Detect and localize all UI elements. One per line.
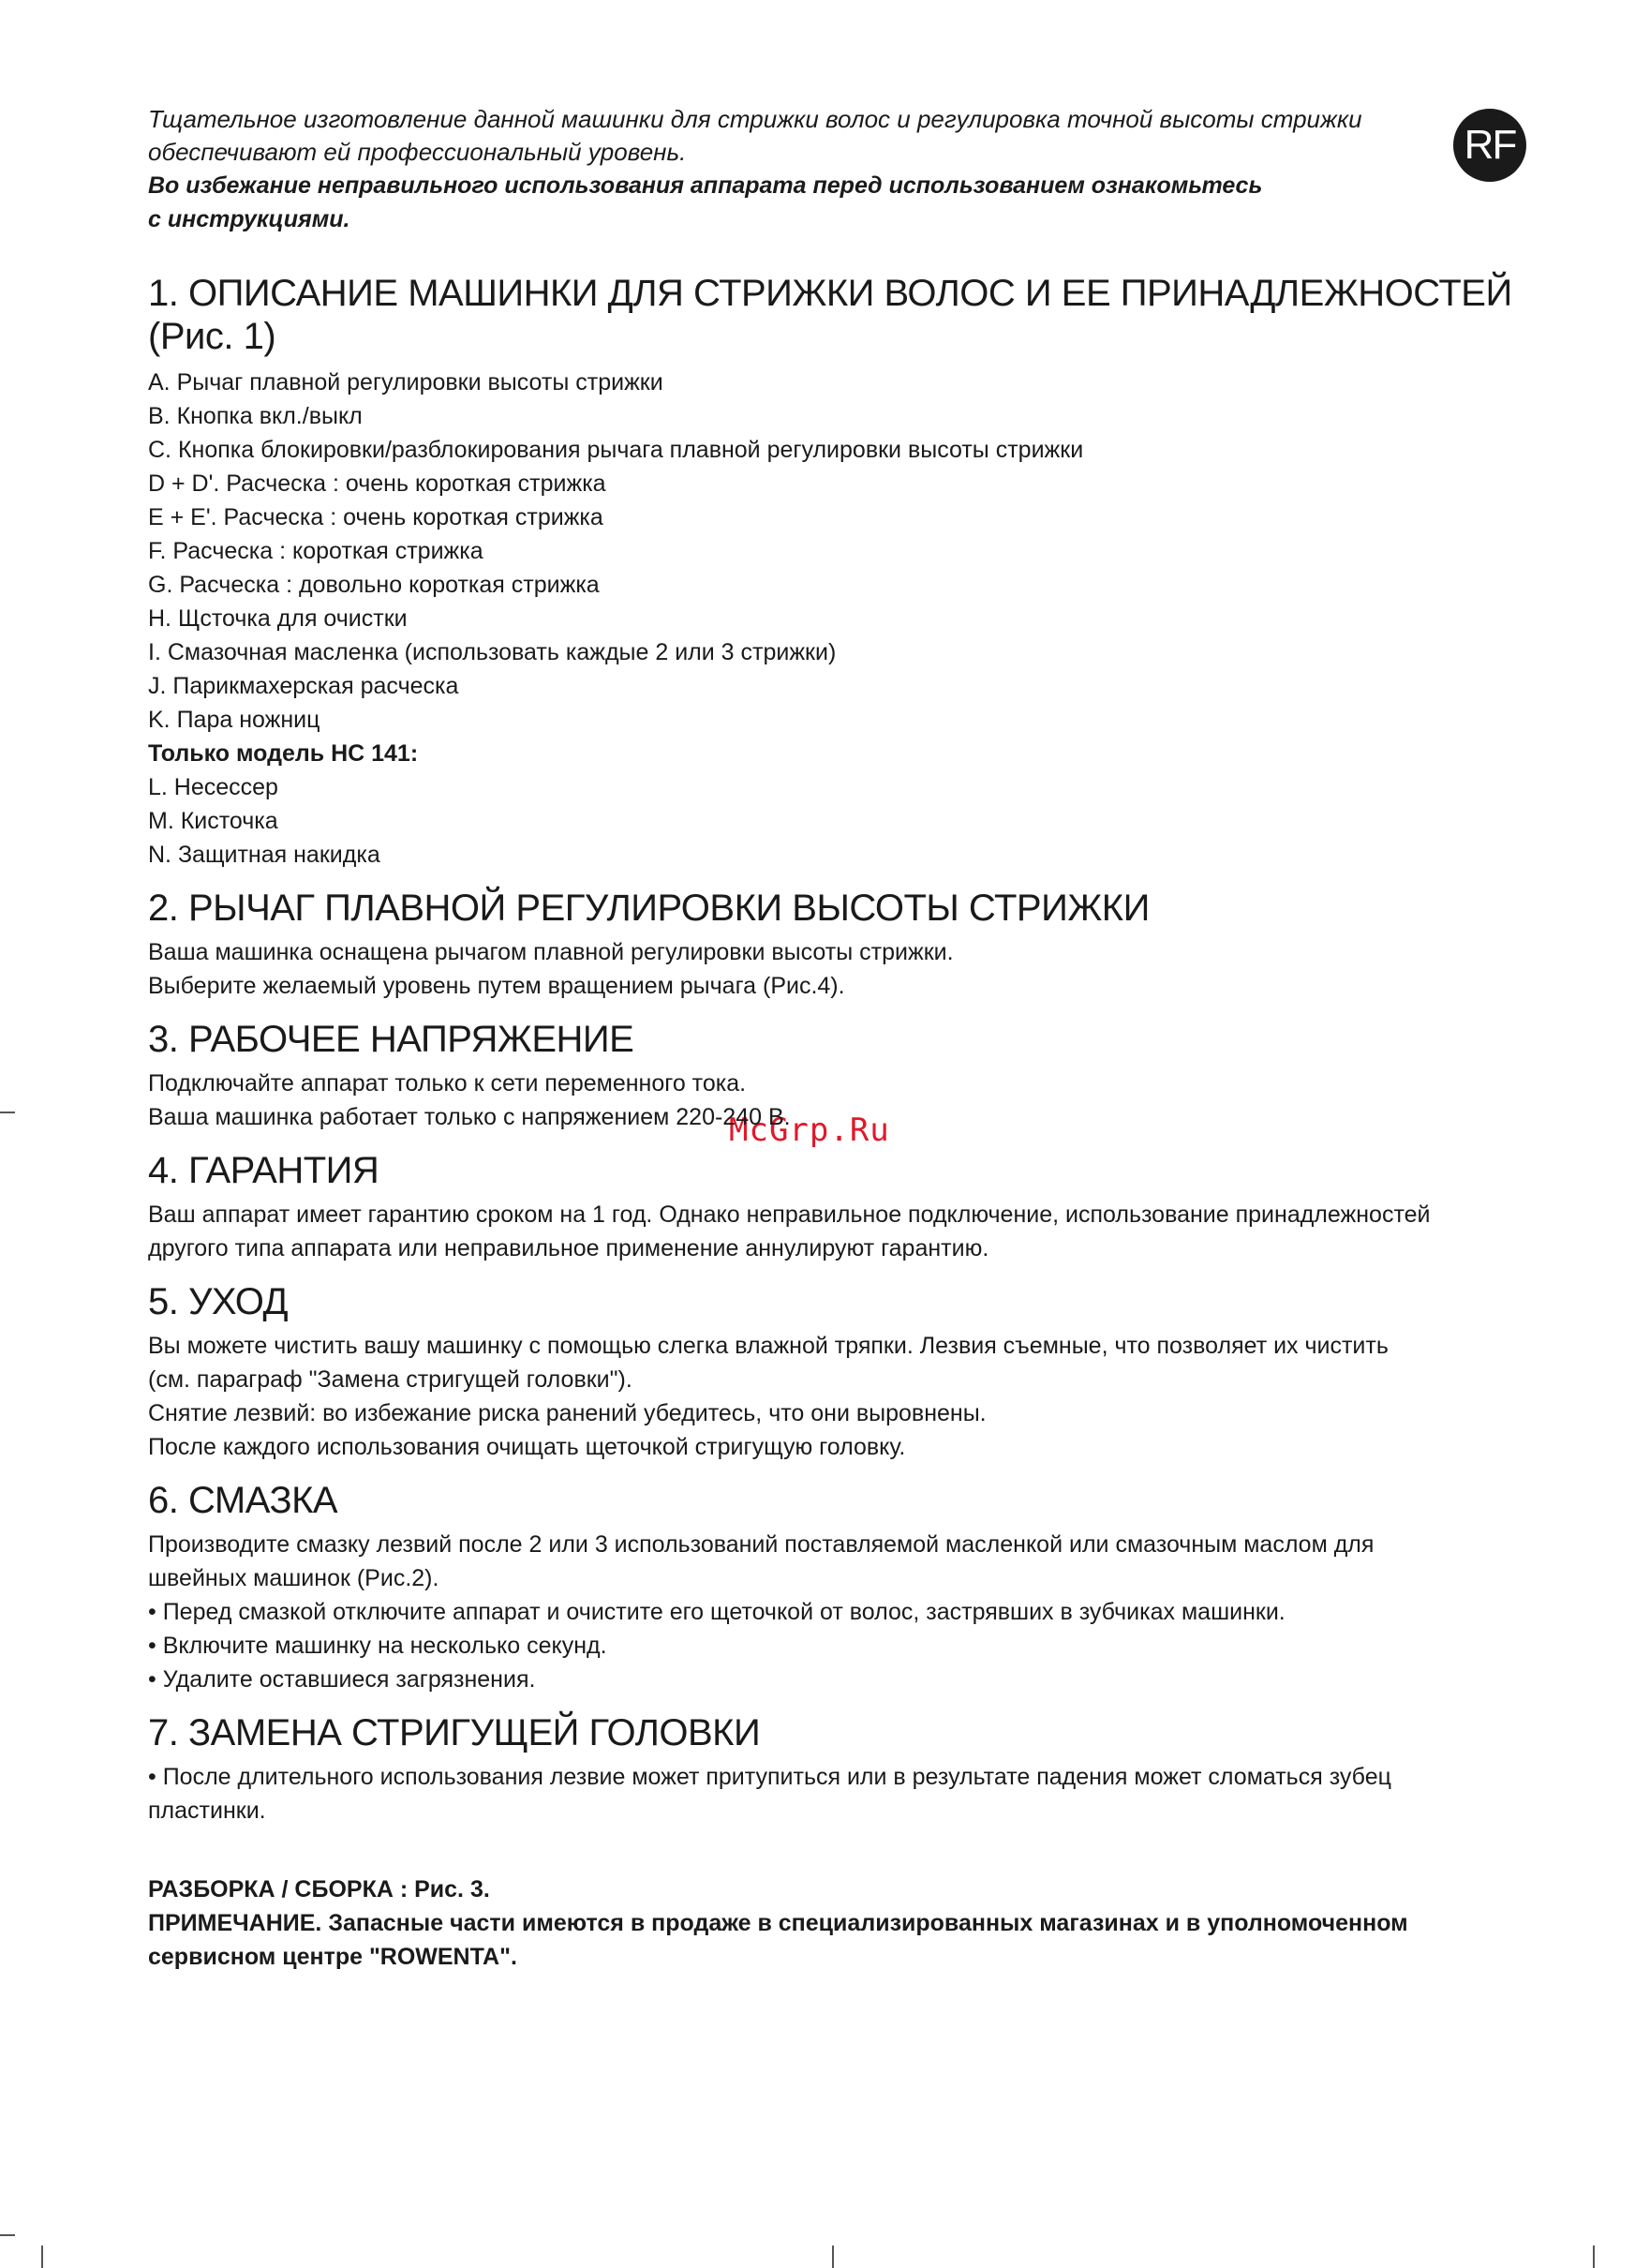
paragraph-line: Производите смазку лезвий после 2 или 3 использований поставляемой масленкой или смазочным маслом для bbox=[148, 1531, 1375, 1558]
section-7-body bbox=[148, 1760, 1516, 1974]
list-item: F. Расческа : короткая стрижка bbox=[148, 538, 483, 564]
paragraph-line: Снятие лезвий: во избежание риска ранений убедитесь, что они выровнены. bbox=[148, 1400, 987, 1426]
list-item: L. Несессер bbox=[148, 774, 278, 800]
paragraph-line: Ваша машинка оснащена рычагом плавной регулировки высоты стрижки. bbox=[148, 939, 954, 965]
paragraph-line: Ваша машинка работает только с напряжением 220-240 В. bbox=[148, 1104, 791, 1130]
section-5-body bbox=[148, 1329, 1516, 1464]
spacer bbox=[148, 1828, 1516, 1873]
crop-mark bbox=[0, 2234, 15, 2236]
rf-language-badge: RF bbox=[1453, 109, 1526, 182]
paragraph-line: пластинки. bbox=[148, 1798, 266, 1824]
document-page bbox=[148, 103, 1516, 1974]
list-item: I. Смазочная масленка (использовать каждые 2 или 3 стрижки) bbox=[148, 639, 837, 665]
intro-line: обеспечивают ей профессиональный уровень. bbox=[148, 138, 687, 166]
list-item: H. Щсточка для очистки bbox=[148, 605, 408, 632]
section-4-title: 4. ГАРАНТИЯ bbox=[148, 1150, 379, 1191]
section-2-body bbox=[148, 935, 1516, 1003]
paragraph-line: После каждого использования очищать щеточкой стригущую головку. bbox=[148, 1434, 906, 1460]
bullet-item: • Включите машинку на несколько секунд. bbox=[148, 1633, 607, 1659]
bullet-item: • Удалите оставшиеся загрязнения. bbox=[148, 1666, 536, 1693]
section-6-title: 6. СМАЗКА bbox=[148, 1480, 338, 1521]
note-line: сервисном центре "ROWENTA". bbox=[148, 1944, 517, 1970]
section-6-body bbox=[148, 1528, 1516, 1696]
section-4-body bbox=[148, 1198, 1516, 1265]
list-item: A. Рычаг плавной регулировки высоты стрижки bbox=[148, 369, 663, 395]
paragraph-line: другого типа аппарата или неправильное применение аннулируют гарантию. bbox=[148, 1235, 989, 1261]
section-3-title: 3. РАБОЧЕЕ НАПРЯЖЕНИЕ bbox=[148, 1019, 634, 1060]
crop-mark bbox=[1593, 2246, 1595, 2268]
list-item: M. Кисточка bbox=[148, 808, 278, 834]
crop-mark bbox=[0, 1112, 15, 1113]
assembly-heading: РАЗБОРКА / СБОРКА : Рис. 3. bbox=[148, 1876, 490, 1902]
list-item: D + D'. Расческа : очень короткая стрижка bbox=[148, 470, 606, 497]
crop-mark bbox=[41, 2246, 43, 2268]
paragraph-line: Подключайте аппарат только к сети переменного тока. bbox=[148, 1070, 747, 1097]
section-2-title: 2. РЫЧАГ ПЛАВНОЙ РЕГУЛИРОВКИ ВЫСОТЫ СТРИЖКИ bbox=[148, 888, 1150, 929]
bullet-item: • Перед смазкой отключите аппарат и очистите его щеточкой от волос, застрявших в зубчиках машинки. bbox=[148, 1599, 1286, 1625]
list-item: G. Расческа : довольно короткая стрижка bbox=[148, 572, 600, 598]
paragraph-line: швейных машинок (Рис.2). bbox=[148, 1565, 439, 1591]
list-item: C. Кнопка блокировки/разблокирования рычага плавной регулировки высоты стрижки bbox=[148, 437, 1084, 463]
section-5-title: 5. УХОД bbox=[148, 1281, 289, 1322]
section-7-title: 7. ЗАМЕНА СТРИГУЩЕЙ ГОЛОВКИ bbox=[148, 1712, 761, 1753]
bullet-item: • После длительного использования лезвие может притупиться или в результате падения может сломаться зубец bbox=[148, 1764, 1391, 1790]
intro-warning-line: Во избежание неправильного использования аппарата перед использованием ознакомьтесь bbox=[148, 172, 1263, 199]
accessory-list bbox=[148, 366, 1516, 872]
list-item: E + E'. Расческа : очень короткая стрижка bbox=[148, 504, 603, 530]
watermark-text: McGrp.Ru bbox=[729, 1112, 890, 1149]
intro-line: Тщательное изготовление данной машинки для стрижки волос и регулировка точной высоты стрижки bbox=[148, 105, 1362, 133]
list-item: B. Кнопка вкл./выкл bbox=[148, 403, 363, 429]
model-note: Только модель HC 141: bbox=[148, 740, 419, 767]
section-3-body bbox=[148, 1067, 1516, 1134]
paragraph-line: Вы можете чистить вашу машинку с помощью слегка влажной тряпки. Лезвия съемные, что позволяет их чистить bbox=[148, 1333, 1389, 1359]
crop-mark bbox=[832, 2246, 834, 2268]
paragraph-line: Выберите желаемый уровень путем вращением рычага (Рис.4). bbox=[148, 973, 845, 999]
note-line: ПРИМЕЧАНИЕ. Запасные части имеются в продаже в специализированных магазинах и в уполномоченном bbox=[148, 1910, 1408, 1936]
paragraph-line: (см. параграф "Замена стригущей головки"). bbox=[148, 1366, 632, 1393]
list-item: N. Защитная накидка bbox=[148, 842, 380, 868]
list-item: J. Парикмахерская расческа bbox=[148, 673, 459, 699]
intro-warning-line: с инструкциями. bbox=[148, 206, 350, 232]
list-item: K. Пара ножниц bbox=[148, 707, 320, 733]
paragraph-line: Ваш аппарат имеет гарантию сроком на 1 год. Однако неправильное подключение, использование принадлежностей bbox=[148, 1201, 1431, 1228]
section-1-title: 1. ОПИСАНИЕ МАШИНКИ ДЛЯ СТРИЖКИ ВОЛОС И ЕЕ ПРИНАДЛЕЖНОСТЕЙ (Рис. 1) bbox=[148, 273, 1512, 357]
